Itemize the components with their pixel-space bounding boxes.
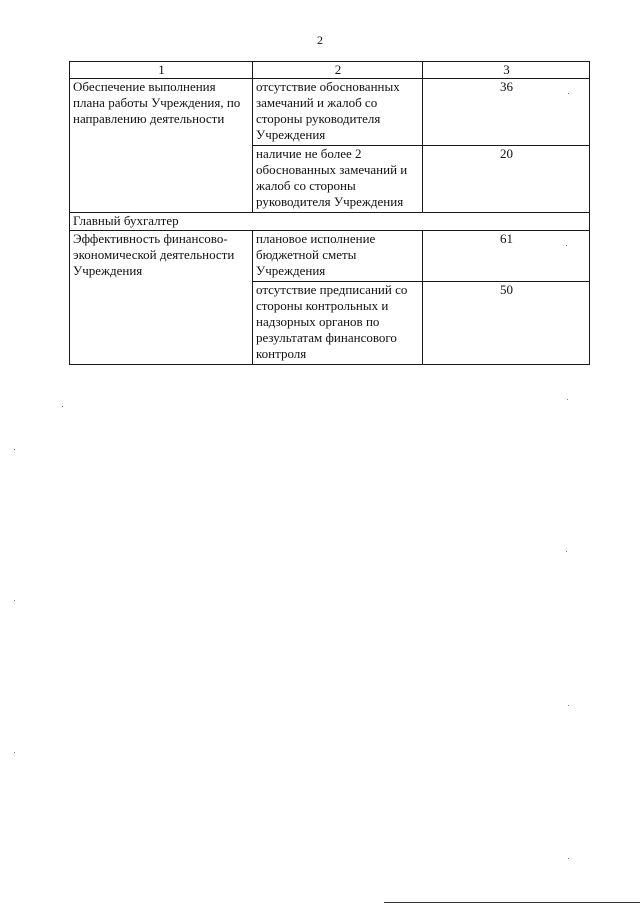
criterion-cell: Эффективность финансово-экономической деятельности Учреждения [70,231,253,365]
scan-speck [62,406,63,407]
score-cell: 20 [423,146,590,213]
condition-cell: наличие не более 2 обоснованных замечаний и жалоб со стороны руководителя Учреждения [253,146,423,213]
page-number: 2 [317,33,323,47]
score-cell: 61 [423,231,590,282]
section-title: Главный бухгалтер [70,213,590,231]
scan-speck [14,449,15,450]
scan-speck [14,752,15,753]
condition-cell: отсутствие обоснованных замечаний и жалоб со стороны руководителя Учреждения [253,79,423,146]
table-header-row [70,62,590,79]
score-cell: 36 [423,79,590,146]
condition-cell: плановое исполнение бюджетной сметы Учреждения [253,231,423,282]
criterion-cell: Обеспечение выполнения плана работы Учреждения, по направлению деятельности [70,79,253,213]
column-header-1: 1 [70,62,253,79]
table-row [70,79,590,146]
condition-cell: отсутствие предписаний со стороны контрольных и надзорных органов по результатам финансового контроля [253,282,423,365]
column-header-2: 2 [253,62,423,79]
score-cell: 50 [423,282,590,365]
scan-speck [566,245,567,246]
scan-speck [566,551,567,552]
scan-speck [568,93,569,94]
scan-speck [568,705,569,706]
table-row [70,231,590,282]
scan-speck [568,858,569,859]
page-bottom-rule [384,902,640,903]
section-row [70,213,590,231]
scan-speck [14,600,15,601]
criteria-table [69,61,590,365]
column-header-3: 3 [423,62,590,79]
scan-speck [567,399,568,400]
